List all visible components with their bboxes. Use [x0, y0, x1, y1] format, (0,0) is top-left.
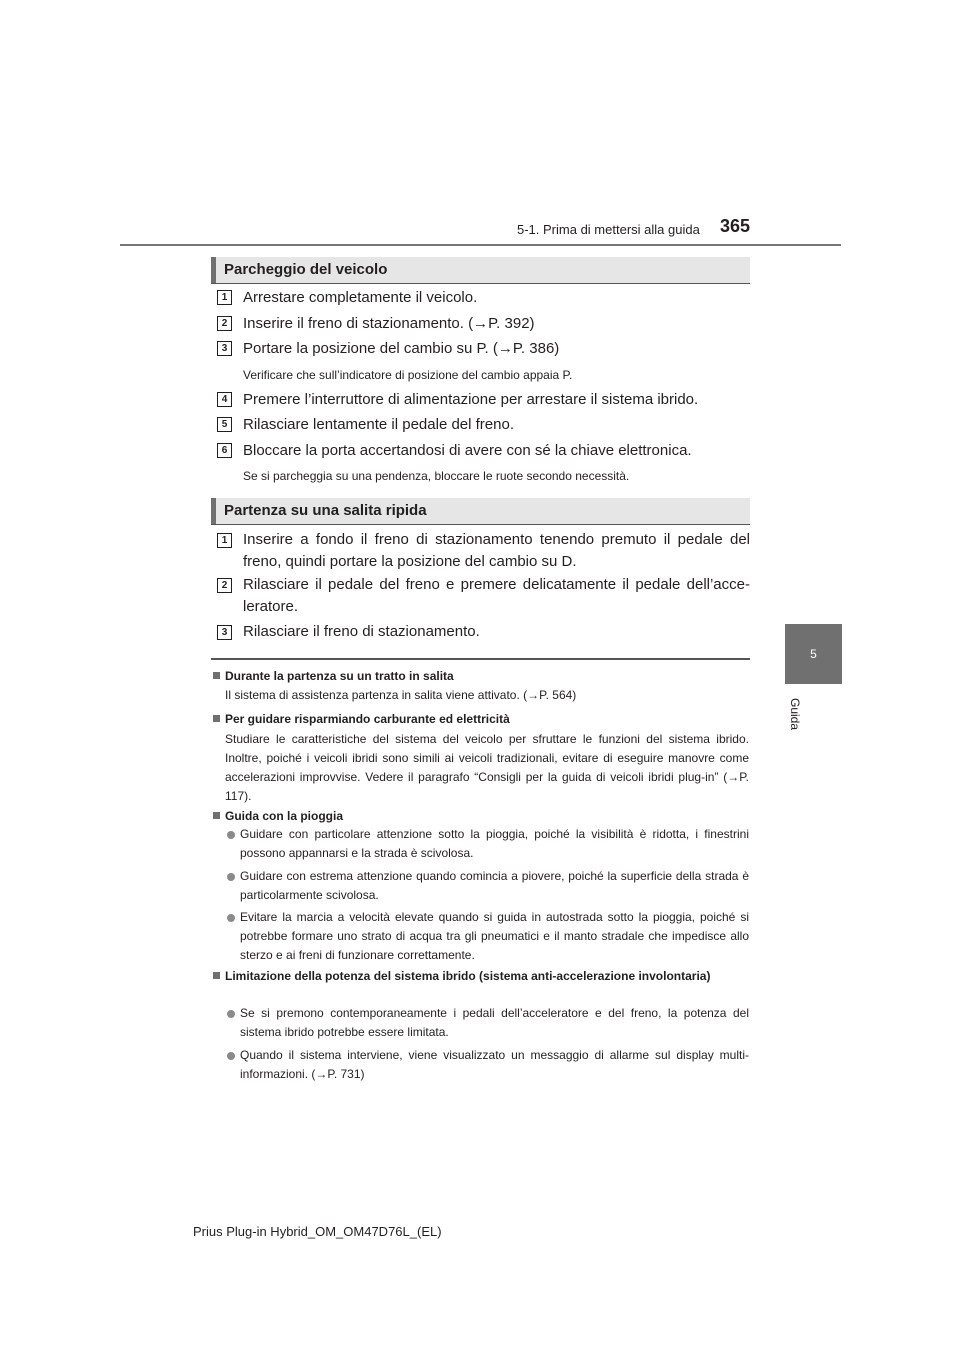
- step-number: 2: [217, 316, 232, 331]
- step-text: Premere l’interruttore di alimentazione per arrestare il sistema ibrido.: [243, 391, 699, 408]
- step-note: Verificare che sull’indicatore di posizione del cambio appaia P.: [243, 368, 573, 382]
- section-header-bar: [211, 257, 216, 283]
- step-text: Rilasciare lentamente il pedale del freno.: [243, 416, 514, 433]
- square-bullet-icon: [213, 972, 220, 979]
- round-bullet-icon: [227, 873, 235, 881]
- step-note: Se si parcheggia su una pendenza, bloccare le ruote secondo necessità.: [243, 469, 630, 483]
- section-header-uphill: [211, 498, 750, 525]
- bullet-text: Evitare la marcia a velocità elevate quando si guida in autostrada sotto la pioggia, poiché si potrebbe formare uno strato di acqua tra gli pneumatici e il manto stradale che impedisce allo sterzo e ai freni di funzionare correttamente.: [240, 910, 749, 962]
- round-bullet-icon: [227, 1010, 235, 1018]
- info-heading-text: Limitazione della potenza del sistema ibrido (sistema anti-accelerazione involontaria): [225, 969, 711, 983]
- page-number: 365: [720, 216, 751, 236]
- section-header-parking: [211, 257, 750, 284]
- info-heading-text: Durante la partenza su un tratto in salita: [225, 669, 454, 683]
- section-title: Parcheggio del veicolo: [224, 261, 388, 278]
- step-text: Rilasciare il pedale del freno e premere delicatamente il pedale dell’acceleratore.: [243, 576, 750, 615]
- square-bullet-icon: [213, 672, 220, 679]
- step-number: 3: [217, 341, 232, 356]
- bullet-text: Guidare con estrema attenzione quando comincia a piovere, poiché la superficie della strada è particolarmente scivolosa.: [240, 869, 749, 902]
- bullet-text: Se si premono contemporaneamente i pedali dell’acceleratore e del freno, la potenza del sistema ibrido potrebbe essere limitata.: [240, 1006, 749, 1039]
- step-text: Arrestare completamente il veicolo.: [243, 289, 478, 306]
- section-title: Partenza su una salita ripida: [224, 502, 427, 519]
- info-heading: [213, 807, 753, 825]
- chapter-label: Guida: [788, 697, 802, 731]
- info-heading-text: Guida con la pioggia: [225, 809, 344, 823]
- step-text: Bloccare la porta accertandosi di avere con sé la chiave elettronica.: [243, 442, 692, 459]
- info-text: Studiare le caratteristiche del sistema del veicolo per sfruttare le funzioni del sistema ibrido. Inoltre, poiché i veicoli ibridi sono simili ai veicoli tradizionali, evitare di eseguire manovre come accelerazioni improvvise. Vedere il paragrafo “Consigli per la guida di veicoli ibridi plug-in” (→P. 117).: [225, 732, 749, 803]
- square-bullet-icon: [213, 812, 220, 819]
- footer-doc-id: Prius Plug-in Hybrid_OM_OM47D76L_(EL): [193, 1224, 442, 1239]
- section-breadcrumb: 5-1. Prima di mettersi alla guida: [517, 222, 700, 237]
- step-number: 4: [217, 392, 232, 407]
- header-divider: [120, 244, 841, 246]
- info-heading: [213, 967, 753, 985]
- bullet-text: Quando il sistema interviene, viene visualizzato un messaggio di allarme sul display multi-informazioni. (→P. 731): [240, 1048, 749, 1081]
- round-bullet-icon: [227, 1052, 235, 1060]
- round-bullet-icon: [227, 914, 235, 922]
- step-text: Rilasciare il freno di stazionamento.: [243, 623, 480, 640]
- round-bullet-icon: [227, 831, 235, 839]
- square-bullet-icon: [213, 715, 220, 722]
- step-number: 2: [217, 578, 232, 593]
- chapter-tab[interactable]: [785, 624, 842, 684]
- step-text: Inserire il freno di stazionamento. (→P. 392): [243, 315, 535, 332]
- info-heading-text: Per guidare risparmiando carburante ed elettricità: [225, 712, 510, 726]
- step-number: 1: [217, 533, 232, 548]
- info-heading: [213, 710, 753, 728]
- step-text: Inserire a fondo il freno di stazionamento tenendo premuto il pedale del freno, quindi portare la posizione del cambio su D.: [243, 531, 750, 570]
- step-number: 5: [217, 417, 232, 432]
- chapter-number: 5: [810, 647, 817, 661]
- info-divider: [211, 658, 750, 660]
- bullet-text: Guidare con particolare attenzione sotto la pioggia, poiché la visibilità è ridotta, i finestrini possono appannarsi e la strada è scivolosa.: [240, 827, 749, 860]
- info-heading: [213, 667, 753, 685]
- step-number: 6: [217, 443, 232, 458]
- step-number: 3: [217, 625, 232, 640]
- step-text: Portare la posizione del cambio su P. (→P. 386): [243, 340, 560, 357]
- step-number: 1: [217, 290, 232, 305]
- section-header-bar: [211, 498, 216, 524]
- info-text: Il sistema di assistenza partenza in salita viene attivato. (→P. 564): [225, 688, 577, 702]
